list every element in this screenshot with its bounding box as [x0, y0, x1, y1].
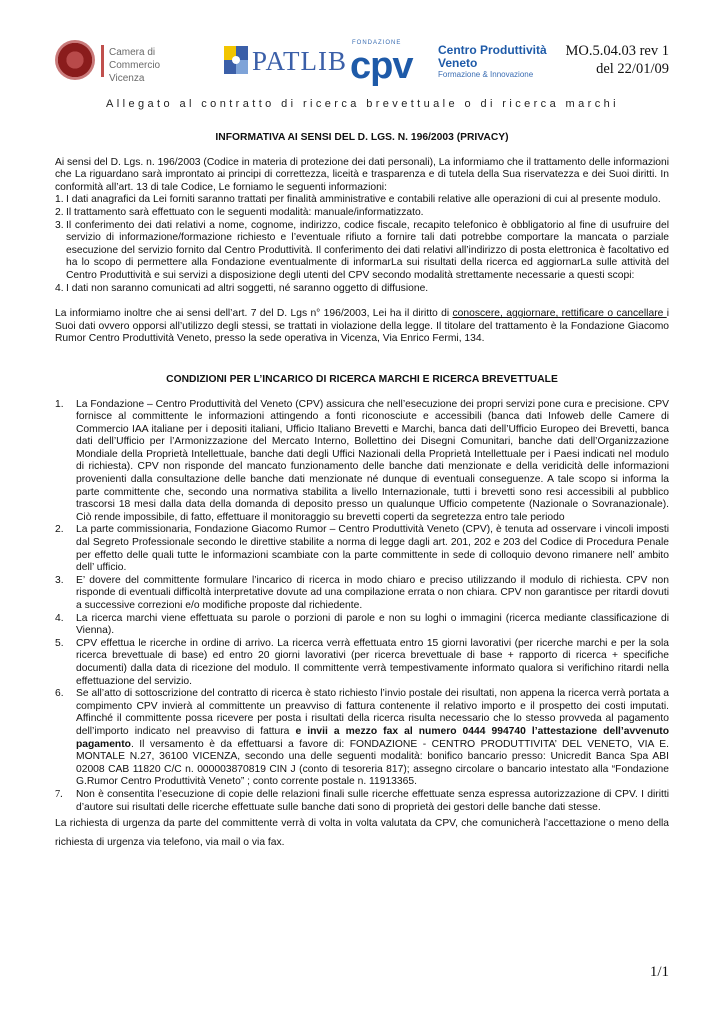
page-number: 1/1 — [649, 964, 669, 980]
camera-commercio-line2: Vicenza — [109, 73, 145, 84]
cpv-line3: Formazione & Innovazione — [438, 70, 534, 79]
conditions-list — [55, 399, 669, 815]
camera-commercio-text — [109, 46, 195, 85]
patlib-mark-icon — [222, 42, 252, 76]
allegato-subtitle: Allegato al contratto di ricerca brevettuale o di ricerca marchi — [106, 98, 619, 110]
cpv-line1: Centro Produttività — [438, 43, 547, 57]
rights-underlined: conoscere, aggiornare, rettificare o cancellare — [452, 308, 667, 320]
privacy-list — [55, 194, 669, 295]
patlib-logo — [222, 40, 348, 80]
list-item: 4. La ricerca marchi viene effettuata su parole o porzioni di parole e non su loghi o immagini (ricerca mediante classificazione di Vienna). — [55, 612, 669, 637]
list-item: 7. Non è consentita l’esecuzione di copie delle relazioni finali sulle ricerche effettuate senza espressa autorizzazione di CPV. I diritti d’autore sui risultati delle ricerche effettuate sulle banche dati sono di proprietà dei gestori delle banche dati stesse. — [55, 788, 669, 813]
list-item: 2. La parte commissionaria, Fondazione Giacomo Rumor – Centro Produttività Veneto (CPV), è tenuta ad osservare i vincoli imposti dal Segreto Professionale secondo le direttive stabilite a norma di legge dagli art. 201, 202 e 203 del Codice di Procedura Penale per effetto delle quali tutte le informazioni scambiate con la parte committente in sede di colloquio devono rimanere nell’ ambito dell’ ufficio. — [55, 524, 669, 574]
list-item: 1. I dati anagrafici da Lei forniti saranno trattati per finalità amministrative e contabili relative alle operazioni di cui al presente modulo. — [55, 194, 661, 206]
doc-code: MO.5.04.03 rev 1 — [565, 43, 669, 59]
cpv-wordmark: cpv — [350, 45, 413, 87]
conditions-title: CONDIZIONI PER L’INCARICO DI RICERCA MARCHI E RICERCA BREVETTUALE — [166, 373, 558, 385]
patlib-wordmark: PATLIB — [252, 46, 348, 76]
doc-date: del 22/01/09 — [596, 61, 669, 77]
cpv-fondazione: FONDAZIONE — [352, 40, 402, 46]
privacy-intro: Ai sensi del D. Lgs. n. 196/2003 (Codice in materia di protezione dei dati personali), La informiamo che il trattamento delle informazioni che La riguardano sarà improntato ai principi di correttezza, liceità e trasparenza e di tutela della Sua riservatezza e dei Suoi diritti. In conformità all’art. 13 di tale Codice, Le forniamo le seguenti informazioni: — [55, 156, 669, 193]
list-item: 3. E’ dovere del committente formulare l’incarico di ricerca in modo chiaro e preciso utilizzando il modulo di richiesta. CPV non risponde di eventuali difficoltà interpretative dovute ad una compilazione errata o non chiara. CPV non garantisce per ritardi dovuti a successive correzioni e/o modifiche proposte dal richiedente. — [55, 574, 669, 611]
fax-instruction: e invii a mezzo fax al numero 0444 994740 l’attestazione dell’avvenuto pagamento — [76, 725, 669, 750]
seal-icon — [55, 40, 95, 80]
document-body — [55, 132, 669, 852]
list-item: 1. La Fondazione – Centro Produttività del Veneto (CPV) assicura che nell’esecuzione dei propri servizi pone cura e precisione. CPV fornisce al committente le informazioni attingendo a fonti riconosciute e accessibili (banca dati Infoweb delle Camere di Commercio IAA italiane per i depositi italiani, Ufficio Italiano Brevetti e Marchi, banca dati dell’Ufficio Europeo dei Brevetti, banca dati dell’Ufficio per l’Armonizzazione del Mercato Interno, Bollettino dei Disegni Comunitari, banche dati dell’Organizzazione Mondiale della Proprietà Intellettuale, banche dati degli Uffici Nazionali della Proprietà Intellettuale per i Paesi indicati nel modulo di richiesta). CPV non risponde del mancato funzionamento delle banche dati menzionate e della veridicità delle informazioni provenienti dalla consultazione delle banche dati menzionate né dunque di eventuali conseguenze. A tale scopo si informa la parte committente che, secondo una normativa stabilita a livello Internazionale, tutti i brevetti sono resi accessibili al pubblico trascorsi 18 mesi dalla data della domanda di deposito presso un qualunque Ufficio competente (Nazionale o Sovranazionale). Ciò rende impossibile, di fatto, effettuare il monitoraggio su brevetti coperti da segretezza entro tale periodo — [55, 398, 669, 523]
privacy-rights: La informiamo inoltre che ai sensi dell’art. 7 del D. Lgs n° 196/2003, Lei ha il diritto di conoscere, aggiornare, rettificare o cancellare i Suoi dati ovvero opporsi all’utilizzo degli stessi, se trattati in violazione della legge. Il titolare del trattamento è la Fondazione Giacomo Rumor Centro Produttività Veneto, presso la sede operativa in Vicenza, Via Enrico Fermi, 134. — [55, 308, 669, 345]
list-item: 6. Se all’atto di sottoscrizione del contratto di ricerca è stato richiesto l’invio postale dei risultati, non appena la ricerca verrà portata a compimento CPV invierà al committente un preavviso di fattura contenente il relativo importo e il prospetto dei costi imputati. Affinché il committente possa ricevere per posta i risultati della ricerca risulta necessario che lo stesso provveda al pagamento dell’importo indicato nel preavviso di fattura e invii a mezzo fax al numero 0444 994740 l’attestazione dell’avvenuto pagamento. Il versamento è da effettuarsi a favore di: FONDAZIONE - CENTRO PRODUTTIVITA’ DEL VENETO, VIA E. MONTALE N.27, 36100 VICENZA, secondo una delle seguenti modalità: bonifico bancario presso: Unicredit Banca Spa ABI 02008 CAB 11820 C/C n. 000003870819 CIN J (conto di tesoreria 817); assegno circolare o bancario intestato alla “Fondazione G.Rumor Centro Produttività Veneto” ; conto corrente postale n. 11913365. — [55, 688, 669, 788]
cpv-logo — [350, 40, 550, 87]
privacy-title: INFORMATIVA AI SENSI DEL D. LGS. N. 196/2003 (PRIVACY) — [215, 132, 509, 143]
list-item: 5. CPV effettua le ricerche in ordine di arrivo. La ricerca verrà effettuata entro 15 giorni lavorativi (per ricerche marchi e per la sola ricerca brevettuale di base) ed entro 20 giorni lavorativi (per ricerca brevettuale di base + rapporto di ricerca + specifiche documenti) dalla data di ricezione del modulo. Il committente verrà tempestivamente informato qualora si verifichino ritardi nella effettuazione del servizio. — [55, 637, 669, 687]
closing-paragraph: La richiesta di urgenza da parte del committente verrà di volta in volta valutata da CPV, che comunicherà l’accettazione o meno della richiesta di urgenza via telefono, via mail o via fax. — [55, 818, 669, 849]
list-item: 4. I dati non saranno comunicati ad altri soggetti, né saranno oggetto di diffusione. — [55, 282, 429, 294]
list-item: 2. Il trattamento sarà effettuato con le seguenti modalità: manuale/informatizzato. — [55, 206, 424, 218]
camera-commercio-logo — [55, 40, 195, 84]
camera-commercio-line1: Camera di Commercio — [109, 47, 161, 71]
logo-divider — [101, 45, 104, 77]
cpv-text — [438, 44, 547, 80]
list-item: 3. Il conferimento dei dati relativi a nome, cognome, indirizzo, codice fiscale, recapito telefonico è obbligatorio al fine di usufruire del servizio di informazione/formazione richiesto e l’eventuale rifiuto a fornire tali dati potrebbe comportare la mancata o parziale esecuzione del servizio fornito dal Centro Produttività. Il conferimento dei dati relativi all’indirizzo di posta elettronica è facoltativo ed ha lo scopo di permettere alla Fondazione eventualmente di informarLa sui risultati della ricerca ed aggiornarLa sulle attività del Centro Produttività e sui servizi a disposizione degli utenti del CPV secondo modalità strettamente necessarie a questi scopi: — [55, 219, 669, 281]
cpv-line2: Veneto — [438, 56, 478, 70]
document-reference — [565, 42, 669, 78]
